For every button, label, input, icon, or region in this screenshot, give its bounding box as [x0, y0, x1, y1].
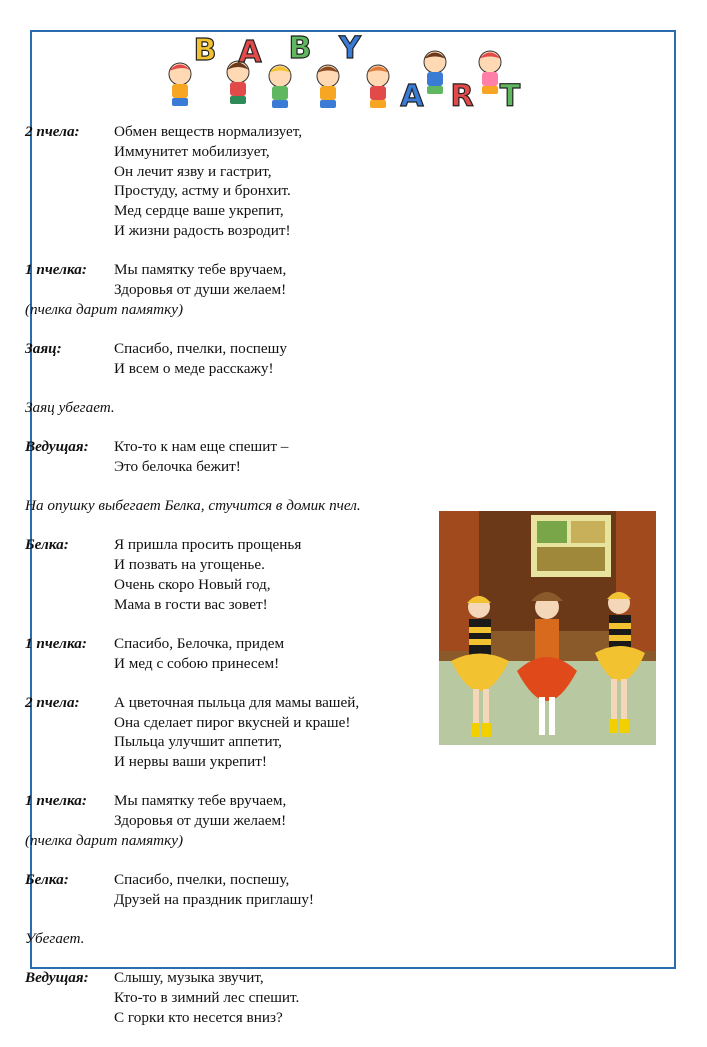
- speaker-name: 2 пчела:: [25, 693, 80, 711]
- dialogue-row: [25, 968, 665, 1027]
- dialogue-block: [25, 870, 665, 910]
- verse-line: Простуду, астму и бронхит.: [114, 182, 291, 200]
- baby-art-logo: [150, 32, 530, 112]
- speaker-name: 1 пчелка:: [25, 261, 87, 279]
- stage-direction-block: [25, 398, 665, 418]
- speaker-name: 1 пчелка:: [25, 634, 87, 652]
- dialogue-block: [25, 968, 665, 1027]
- verse-line: Слышу, музыка звучит,: [114, 969, 264, 987]
- speaker-name: Белка:: [25, 536, 69, 554]
- dialogue-block: [25, 791, 665, 850]
- verse-line: Это белочка бежит!: [114, 457, 241, 475]
- dialogue-block: [25, 437, 665, 477]
- verse-line: Здоровья от души желаем!: [114, 280, 287, 298]
- verse-line: И нервы ваши укрепит!: [114, 753, 267, 771]
- verse-line: Обмен веществ нормализует,: [114, 123, 303, 140]
- stage-direction: Убегает.: [25, 930, 85, 948]
- verse-line: Она сделает пирог вкусней и краше!: [114, 713, 351, 731]
- verse-line: Друзей на праздник приглашу!: [114, 891, 314, 909]
- verse-line: Спасибо, пчелки, поспешу,: [114, 871, 290, 889]
- logo-letter: Y: [339, 32, 361, 66]
- verse-lines: [114, 870, 314, 910]
- stage-direction: На опушку выбегает Белка, стучится в домик пчел.: [25, 497, 361, 515]
- logo-letter: B: [193, 33, 217, 68]
- dialogue-row: [25, 260, 665, 300]
- verse-line: Очень скоро Новый год,: [114, 575, 271, 593]
- dialogue-block: [25, 339, 665, 379]
- speaker-name: Ведущая:: [25, 438, 89, 456]
- logo-letter: A: [400, 79, 424, 112]
- logo-letter: T: [499, 79, 521, 112]
- verse-lines: [114, 437, 288, 477]
- logo-letter: R: [450, 79, 474, 112]
- verse-line: Он лечит язву и гастрит,: [114, 162, 272, 180]
- verse-line: И жизни радость возродит!: [114, 221, 291, 239]
- verse-line: Пыльца улучшит аппетит,: [114, 733, 282, 751]
- verse-line: Спасибо, пчелки, поспешу: [114, 339, 287, 357]
- dialogue-row: [25, 122, 665, 241]
- verse-line: И мед с собою принесем!: [114, 654, 280, 672]
- verse-line: Мама в гости вас зовет!: [114, 595, 268, 613]
- verse-line: И всем о меде расскажу!: [114, 359, 274, 377]
- verse-line: Мы памятку тебе вручаем,: [114, 261, 287, 279]
- logo-letter: B: [288, 32, 312, 66]
- stage-note: (пчелка дарит памятку): [25, 300, 184, 318]
- dialogue-row: [25, 339, 665, 379]
- verse-lines: [114, 634, 284, 674]
- dialogue-row: [25, 791, 665, 831]
- verse-lines: [114, 693, 359, 772]
- speaker-name: Заяц:: [25, 339, 62, 357]
- stage-direction-block: [25, 929, 665, 949]
- verse-line: И позвать на угощенье.: [114, 556, 265, 574]
- verse-line: Мы памятку тебе вручаем,: [114, 792, 287, 810]
- dialogue-block: [25, 122, 665, 241]
- verse-line: Кто-то к нам еще спешит –: [114, 438, 289, 456]
- verse-line: С горки кто несется вниз?: [114, 1008, 283, 1026]
- stage-photo: [439, 511, 656, 745]
- speaker-name: Ведущая:: [25, 969, 89, 987]
- stage-direction: Заяц убегает.: [25, 398, 115, 416]
- logo-letter: A: [238, 35, 262, 70]
- stage-note: (пчелка дарит памятку): [25, 832, 184, 850]
- verse-line: Спасибо, Белочка, придем: [114, 634, 285, 652]
- speaker-name: 2 пчела:: [25, 123, 80, 140]
- dialogue-block: [25, 260, 665, 319]
- dialogue-row: [25, 437, 665, 477]
- speaker-name: 1 пчелка:: [25, 792, 87, 810]
- verse-line: Я пришла просить прощенья: [114, 536, 302, 554]
- verse-line: Кто-то в зимний лес спешит.: [114, 989, 300, 1007]
- verse-lines: [114, 968, 299, 1027]
- verse-line: Здоровья от души желаем!: [114, 812, 287, 830]
- verse-line: Иммунитет мобилизует,: [114, 142, 270, 160]
- verse-lines: [114, 122, 302, 241]
- speaker-name: Белка:: [25, 871, 69, 889]
- dialogue-row: [25, 870, 665, 910]
- verse-lines: [114, 791, 286, 831]
- verse-lines: [114, 535, 301, 614]
- verse-lines: [114, 260, 286, 300]
- verse-line: А цветочная пыльца для мамы вашей,: [114, 693, 360, 711]
- verse-lines: [114, 339, 287, 379]
- verse-line: Мед сердце ваше укрепит,: [114, 202, 284, 220]
